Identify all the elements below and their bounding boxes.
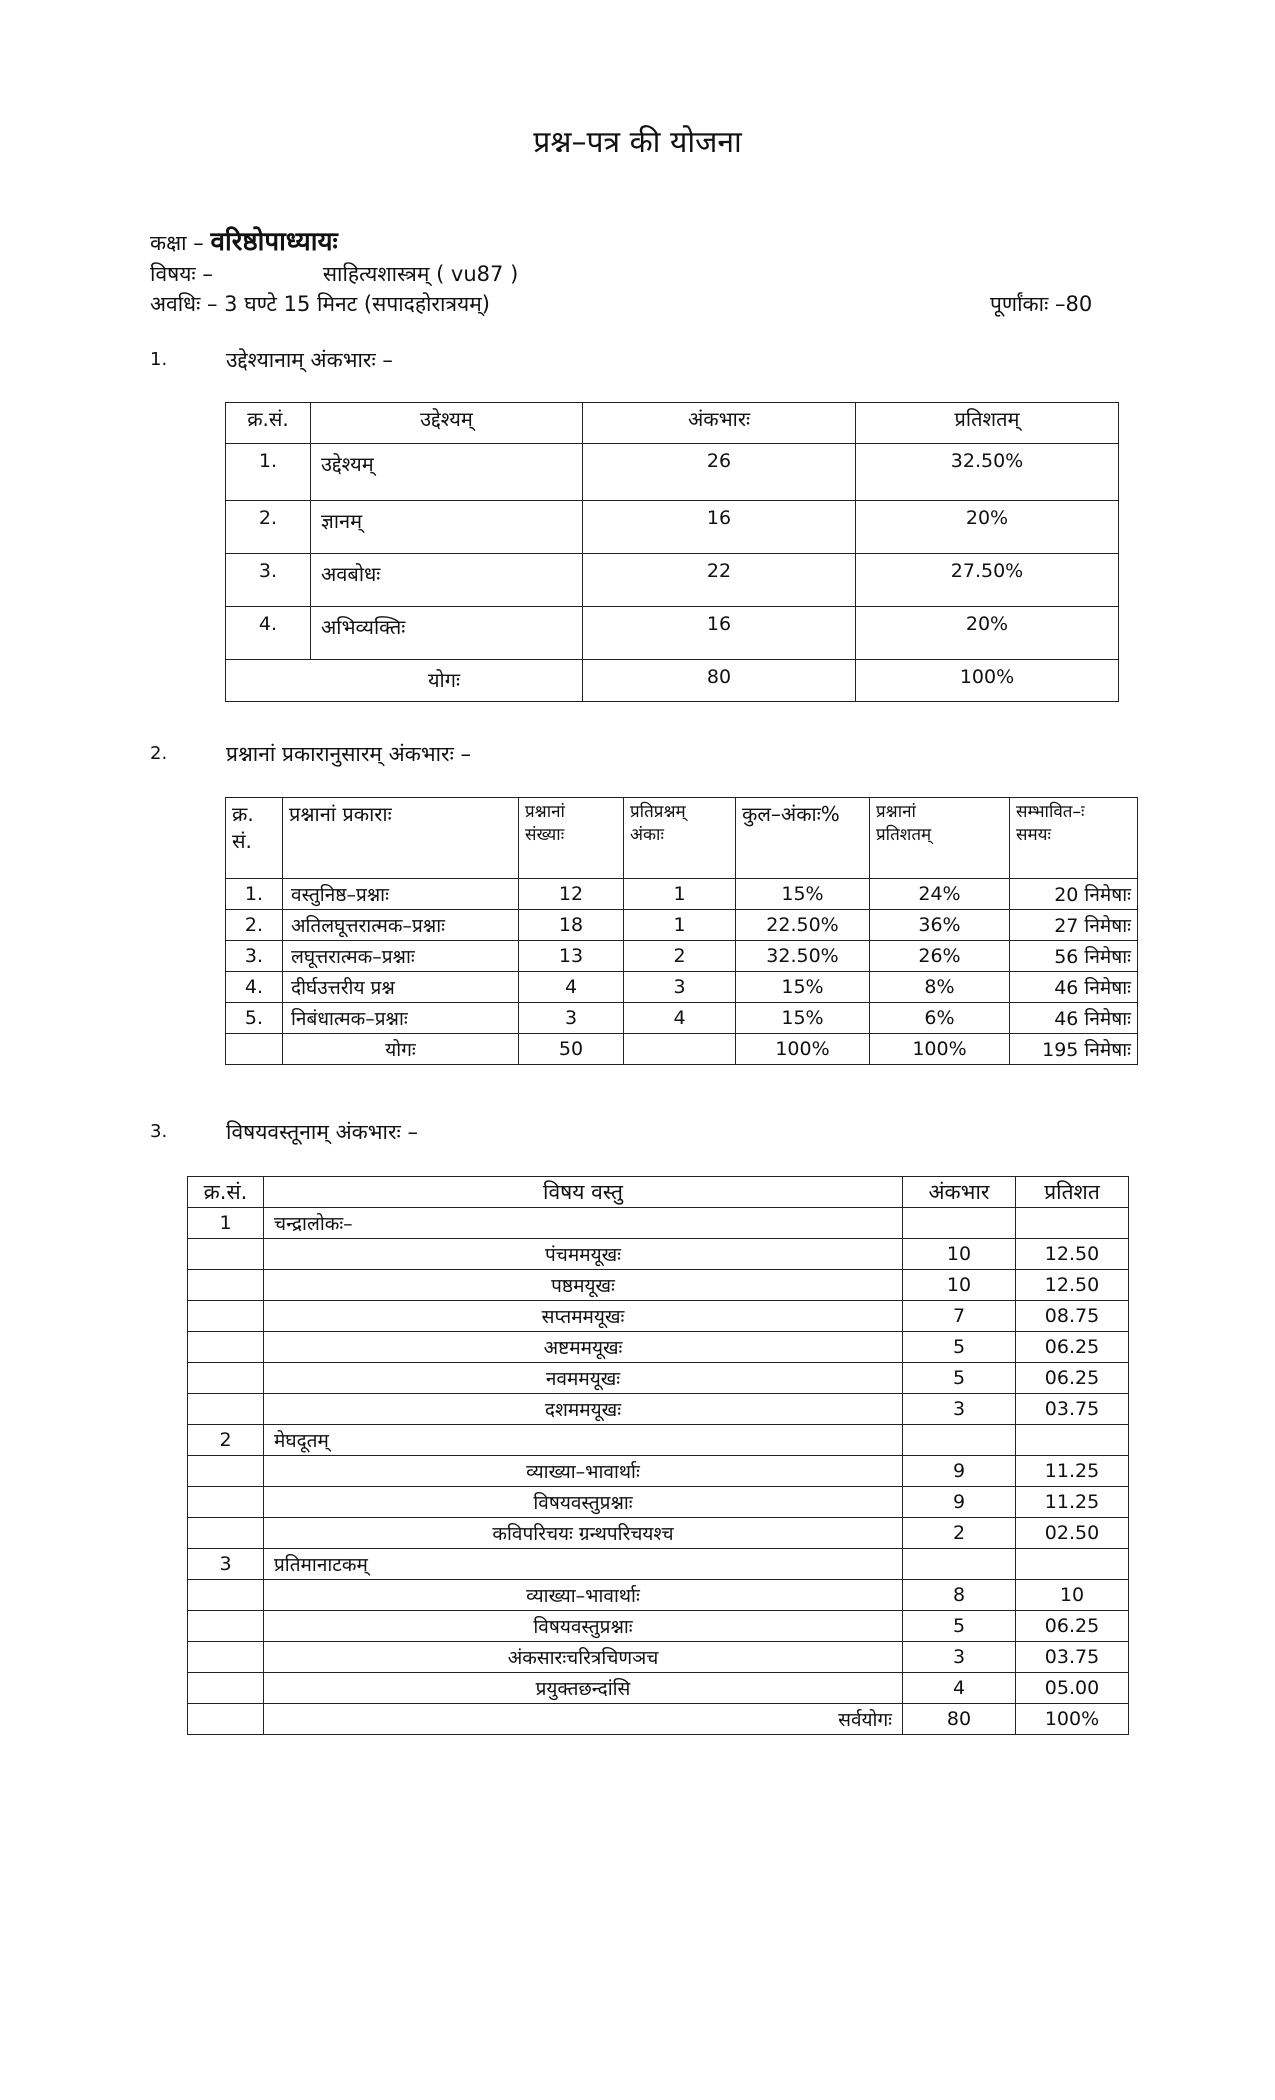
total-percent: 100% [1016,1704,1129,1735]
cell-total-pct: 15% [736,879,870,910]
cell-time: 46 निमेषाः [1010,1003,1138,1034]
cell-type: वस्तुनिष्ठ–प्रश्नाः [283,879,519,910]
topic-group-row [188,1208,1129,1239]
table-row [188,1239,1129,1270]
cell-percent [1016,1549,1129,1580]
cell-sn: 4. [226,972,283,1003]
cell-sn [188,1642,264,1673]
cell-marks: 4 [903,1673,1016,1704]
cell-marks: 8 [903,1580,1016,1611]
cell-marks: 10 [903,1270,1016,1301]
col-header: अंकभार [903,1177,1016,1208]
table-row [188,1456,1129,1487]
cell-sn: 2. [226,910,283,941]
cell-percent: 03.75 [1016,1642,1129,1673]
cell-per: 3 [624,972,736,1003]
cell-sn: 1. [226,444,311,501]
cell-q-pct: 8% [870,972,1010,1003]
cell-sn: 2 [188,1425,264,1456]
class-line [150,222,338,258]
cell-topic: विषयवस्तुप्रश्नाः [264,1611,903,1642]
cell-marks: 26 [583,444,856,501]
table-row [188,1332,1129,1363]
cell-marks: 9 [903,1456,1016,1487]
col-header-sn: क्र. सं. [226,798,283,879]
table-row [226,554,1119,607]
cell-q-pct: 24% [870,879,1010,910]
total-row [188,1704,1129,1735]
cell-per: 1 [624,910,736,941]
cell-objective: अवबोधः [311,554,583,607]
cell-sn [188,1332,264,1363]
col-header: प्रतिशत [1016,1177,1129,1208]
section-title: विषयवस्तूनाम् अंकभारः – [226,1120,418,1144]
col-header: अंकभारः [583,403,856,444]
cell-topic: सप्तममयूखः [264,1301,903,1332]
total-label: योगः [226,660,583,702]
duration-line: अवधिः – 3 घण्टे 15 मिनट (सपादहोरात्रयम्) [150,292,490,316]
full-marks: पूर्णांकाः –80 [990,292,1093,316]
cell-marks: 5 [903,1363,1016,1394]
cell-time: 20 निमेषाः [1010,879,1138,910]
section-title: उद्देश्यानाम् अंकभारः – [226,348,393,372]
col-header-type: प्रश्नानां प्रकाराः [283,798,519,879]
table-row [226,972,1138,1003]
cell-percent: 32.50% [856,444,1119,501]
total-count: 50 [519,1034,624,1065]
total-percent: 100% [856,660,1119,702]
col-header-per-question: प्रतिप्रश्नम् अंकाः [624,798,736,879]
cell-time: 56 निमेषाः [1010,941,1138,972]
col-header-time: सम्भावित–ः समयः [1010,798,1138,879]
cell-sn [188,1301,264,1332]
cell-count: 4 [519,972,624,1003]
cell-percent: 03.75 [1016,1394,1129,1425]
cell-topic: अंकसारःचरित्रचिणञच [264,1642,903,1673]
cell-percent: 12.50 [1016,1239,1129,1270]
cell-topic: व्याख्या–भावार्थाः [264,1580,903,1611]
class-value: वरिष्ठोपाध्यायः [210,227,338,257]
subject-label: विषयः – [150,262,213,286]
table-row [226,607,1119,660]
table-row [188,1518,1129,1549]
cell-q-pct: 36% [870,910,1010,941]
cell-percent: 06.25 [1016,1363,1129,1394]
cell-sn [188,1518,264,1549]
cell-count: 12 [519,879,624,910]
cell-topic: विषयवस्तुप्रश्नाः [264,1487,903,1518]
cell-topic: प्रयुक्तछन्दांसि [264,1673,903,1704]
cell-marks: 7 [903,1301,1016,1332]
cell-percent [1016,1208,1129,1239]
section-number: 3. [150,1121,168,1142]
cell-sn [188,1394,264,1425]
cell-type: निबंधात्मक–प्रश्नाः [283,1003,519,1034]
table-row [188,1673,1129,1704]
cell-sn: 3 [188,1549,264,1580]
cell-marks [903,1208,1016,1239]
table-row [188,1580,1129,1611]
table-row [188,1270,1129,1301]
total-row [226,1034,1138,1065]
cell-marks: 5 [903,1611,1016,1642]
cell-sn [188,1456,264,1487]
cell-sn: 1 [188,1208,264,1239]
cell-percent: 06.25 [1016,1611,1129,1642]
cell-count: 18 [519,910,624,941]
cell-percent: 06.25 [1016,1332,1129,1363]
cell-marks: 2 [903,1518,1016,1549]
table-row [226,444,1119,501]
cell-count: 13 [519,941,624,972]
table-row [226,501,1119,554]
cell-per: 1 [624,879,736,910]
table-row [188,1642,1129,1673]
cell-percent: 20% [856,607,1119,660]
total-row [226,660,1119,702]
cell-objective: उद्देश्यम् [311,444,583,501]
total-pct: 100% [736,1034,870,1065]
cell-total-pct: 22.50% [736,910,870,941]
col-header: क्र.सं. [226,403,311,444]
cell-topic: प्रतिमानाटकम् [264,1549,903,1580]
cell-total-pct: 15% [736,1003,870,1034]
cell-sn: 5. [226,1003,283,1034]
table-row [188,1301,1129,1332]
table-row [226,879,1138,910]
cell-type: दीर्घउत्तरीय प्रश्न [283,972,519,1003]
cell-sn [188,1611,264,1642]
content-weightage-table [187,1176,1129,1735]
col-header-question-pct: प्रश्नानां प्रतिशतम् [870,798,1010,879]
cell-percent: 27.50% [856,554,1119,607]
total-per [624,1034,736,1065]
objectives-table [225,402,1119,702]
cell-topic: दशममयूखः [264,1394,903,1425]
total-q-pct: 100% [870,1034,1010,1065]
cell-sn [226,1034,283,1065]
cell-marks [903,1425,1016,1456]
table-row [188,1487,1129,1518]
cell-topic: मेघदूतम् [264,1425,903,1456]
cell-sn: 1. [226,879,283,910]
col-header: क्र.सं. [188,1177,264,1208]
section-title: प्रश्नानां प्रकारानुसारम् अंकभारः – [226,742,472,766]
cell-sn [188,1704,264,1735]
table-row [188,1611,1129,1642]
total-marks: 80 [903,1704,1016,1735]
cell-time: 46 निमेषाः [1010,972,1138,1003]
col-header: प्रतिशतम् [856,403,1119,444]
subject-value: साहित्यशास्त्रम् ( vu87 ) [322,262,519,286]
cell-objective: अभिव्यक्तिः [311,607,583,660]
total-marks: 80 [583,660,856,702]
cell-per: 4 [624,1003,736,1034]
topic-group-row [188,1425,1129,1456]
cell-sn [188,1363,264,1394]
cell-sn: 3. [226,554,311,607]
section-number: 1. [150,349,168,370]
cell-marks: 10 [903,1239,1016,1270]
cell-q-pct: 26% [870,941,1010,972]
total-time: 195 निमेषाः [1010,1034,1138,1065]
cell-sn [188,1673,264,1704]
cell-marks: 3 [903,1394,1016,1425]
cell-topic: चन्द्रालोकः– [264,1208,903,1239]
cell-sn [188,1239,264,1270]
cell-total-pct: 32.50% [736,941,870,972]
question-types-table [225,797,1138,1065]
subject-line [150,260,518,288]
cell-objective: ज्ञानम् [311,501,583,554]
cell-per: 2 [624,941,736,972]
total-label: योगः [283,1034,519,1065]
cell-sn: 2. [226,501,311,554]
class-label: कक्षा – [150,231,204,255]
cell-type: लघूत्तरात्मक–प्रश्नाः [283,941,519,972]
cell-percent: 08.75 [1016,1301,1129,1332]
cell-percent: 10 [1016,1580,1129,1611]
col-header: उद्देश्यम् [311,403,583,444]
cell-sn [188,1270,264,1301]
cell-marks: 22 [583,554,856,607]
col-header-total-pct: कुल–अंकाः% [736,798,870,879]
cell-topic: पष्ठमयूखः [264,1270,903,1301]
col-header: विषय वस्तु [264,1177,903,1208]
cell-marks: 16 [583,501,856,554]
section-number: 2. [150,743,168,764]
table-row [188,1394,1129,1425]
cell-percent: 11.25 [1016,1456,1129,1487]
cell-q-pct: 6% [870,1003,1010,1034]
cell-marks [903,1549,1016,1580]
cell-topic: कविपरिचयः ग्रन्थपरिचयश्च [264,1518,903,1549]
cell-marks: 5 [903,1332,1016,1363]
cell-total-pct: 15% [736,972,870,1003]
cell-percent: 11.25 [1016,1487,1129,1518]
cell-topic: अष्टममयूखः [264,1332,903,1363]
cell-topic: व्याख्या–भावार्थाः [264,1456,903,1487]
cell-marks: 3 [903,1642,1016,1673]
cell-percent: 20% [856,501,1119,554]
cell-sn [188,1580,264,1611]
cell-topic: नवममयूखः [264,1363,903,1394]
cell-marks: 16 [583,607,856,660]
cell-percent [1016,1425,1129,1456]
page-title: प्रश्न–पत्र की योजना [533,125,742,160]
cell-count: 3 [519,1003,624,1034]
cell-sn: 4. [226,607,311,660]
topic-group-row [188,1549,1129,1580]
col-header-count: प्रश्नानां संख्याः [519,798,624,879]
cell-type: अतिलघूत्तरात्मक–प्रश्नाः [283,910,519,941]
cell-sn [188,1487,264,1518]
table-row [226,910,1138,941]
cell-percent: 02.50 [1016,1518,1129,1549]
cell-percent: 05.00 [1016,1673,1129,1704]
table-row [188,1363,1129,1394]
table-row [226,941,1138,972]
table-row [226,1003,1138,1034]
cell-time: 27 निमेषाः [1010,910,1138,941]
cell-marks: 9 [903,1487,1016,1518]
cell-sn: 3. [226,941,283,972]
cell-topic: पंचममयूखः [264,1239,903,1270]
cell-percent: 12.50 [1016,1270,1129,1301]
total-label: सर्वयोगः [264,1704,903,1735]
